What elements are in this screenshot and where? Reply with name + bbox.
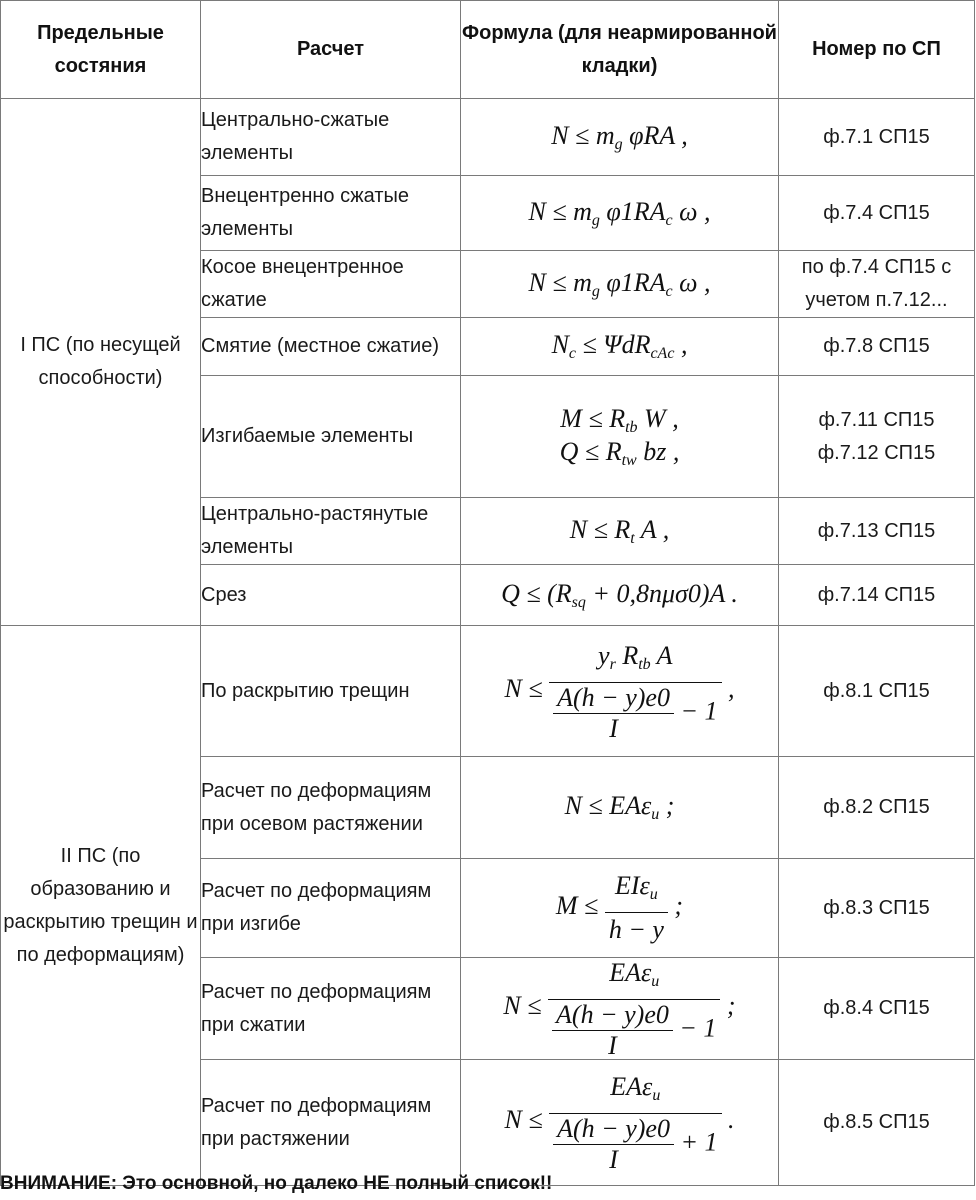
calc-cell: Центрально-растянутые элементы (201, 498, 461, 565)
formula-7-4: $N \le m_g$ $\varphi 1RA_c$ ω , (528, 196, 711, 229)
calc-cell: Расчет по деформациям при растяжении (201, 1060, 461, 1186)
formula-8-4: N ≤ EAε$_u$ $\frac{A(h - y)e0}{I}$ − 1 ; (503, 958, 736, 1060)
calc-cell: Расчет по деформациям при осевом растяжении (201, 757, 461, 859)
ref-cell: ф.7.1 СП15 (779, 99, 975, 176)
header-formula: Формула (для неармированной кладки) (461, 1, 779, 99)
formula-cell (461, 318, 779, 376)
formula-7-8: $N_c \le \Psi dR_{cAc}$ , (551, 330, 688, 362)
table-row (1, 626, 975, 757)
formula-7-14: $Q \le (R_{sq} + 0,8n\mu\sigma 0)A$ . (501, 578, 738, 611)
group-label-2: II ПС (по образованию и раскрытию трещин и по деформациям) (1, 626, 201, 1186)
warning-note: ВНИМАНИЕ: Это основной, но далеко НЕ полный список!! (0, 1173, 553, 1194)
calc-cell: По раскрытию трещин (201, 626, 461, 757)
formula-cell (461, 376, 779, 498)
ref-cell (779, 376, 975, 498)
formula-cell (461, 99, 779, 176)
ref-cell: ф.7.8 СП15 (779, 318, 975, 376)
formula-cell (461, 859, 779, 958)
formula-cell (461, 757, 779, 859)
ref-cell: ф.8.5 СП15 (779, 1060, 975, 1186)
header-calculation: Расчет (201, 1, 461, 99)
table-row (1, 99, 975, 176)
header-row (1, 1, 975, 99)
ref-cell: ф.8.2 СП15 (779, 757, 975, 859)
ref-cell: ф.8.3 СП15 (779, 859, 975, 958)
formula-cell (461, 958, 779, 1060)
ref-cell: ф.7.13 СП15 (779, 498, 975, 565)
formula-cell (461, 565, 779, 626)
formula-8-3: M ≤ $\frac{EI\varepsilon_u}{h - y}$ ; (555, 871, 684, 944)
ref-cell: ф.7.4 СП15 (779, 176, 975, 251)
header-limit-states: Предельные состяния (1, 1, 201, 99)
ref-7-11: ф.7.11 СП15 (818, 408, 935, 431)
ref-cell: ф.8.4 СП15 (779, 958, 975, 1060)
calc-cell: Внецентренно сжатые элементы (201, 176, 461, 251)
ref-cell: ф.7.14 СП15 (779, 565, 975, 626)
calc-cell: Расчет по деформациям при сжатии (201, 958, 461, 1060)
formula-cell (461, 1060, 779, 1186)
ref-cell: по ф.7.4 СП15 с учетом п.7.12... (779, 251, 975, 318)
formula-8-5: N ≤ EAε$_u$ $\frac{A(h - y)e0}{I}$ + 1 . (504, 1072, 735, 1174)
formula-cell (461, 626, 779, 757)
calc-cell: Срез (201, 565, 461, 626)
formula-8-2: N ≤ EAε$_u$ ; (564, 791, 675, 823)
formula-cell (461, 176, 779, 251)
calc-cell: Центрально-сжатые элементы (201, 99, 461, 176)
formula-7-1: $N \le m_g$ φRA , (551, 120, 688, 153)
formula-cell (461, 498, 779, 565)
formula-cell (461, 251, 779, 318)
formula-7-4-oblique: $N \le m_g$ $\varphi 1RA_c$ ω , (528, 267, 711, 300)
header-sp-number: Номер по СП (779, 1, 975, 99)
formula-7-11-7-12: $M \le R_{tb}$ W , $Q \le R_{tw}$ bz , (559, 403, 680, 469)
formula-7-13: $N \le R_t$ A , (569, 514, 670, 547)
calc-cell: Косое внецентренное сжатие (201, 251, 461, 318)
calc-cell: Расчет по деформациям при изгибе (201, 859, 461, 958)
calc-cell: Смятие (местное сжатие) (201, 318, 461, 376)
ref-cell: ф.8.1 СП15 (779, 626, 975, 757)
ref-7-12: ф.7.12 СП15 (817, 441, 936, 464)
formula-8-1: N ≤ $y_r$ $R_{tb}$ A $\frac{A(h - y)e0}{I}$ − 1 , (504, 640, 735, 743)
calc-cell: Изгибаемые элементы (201, 376, 461, 498)
group-label-1: I ПС (по несущей способности) (1, 99, 201, 626)
